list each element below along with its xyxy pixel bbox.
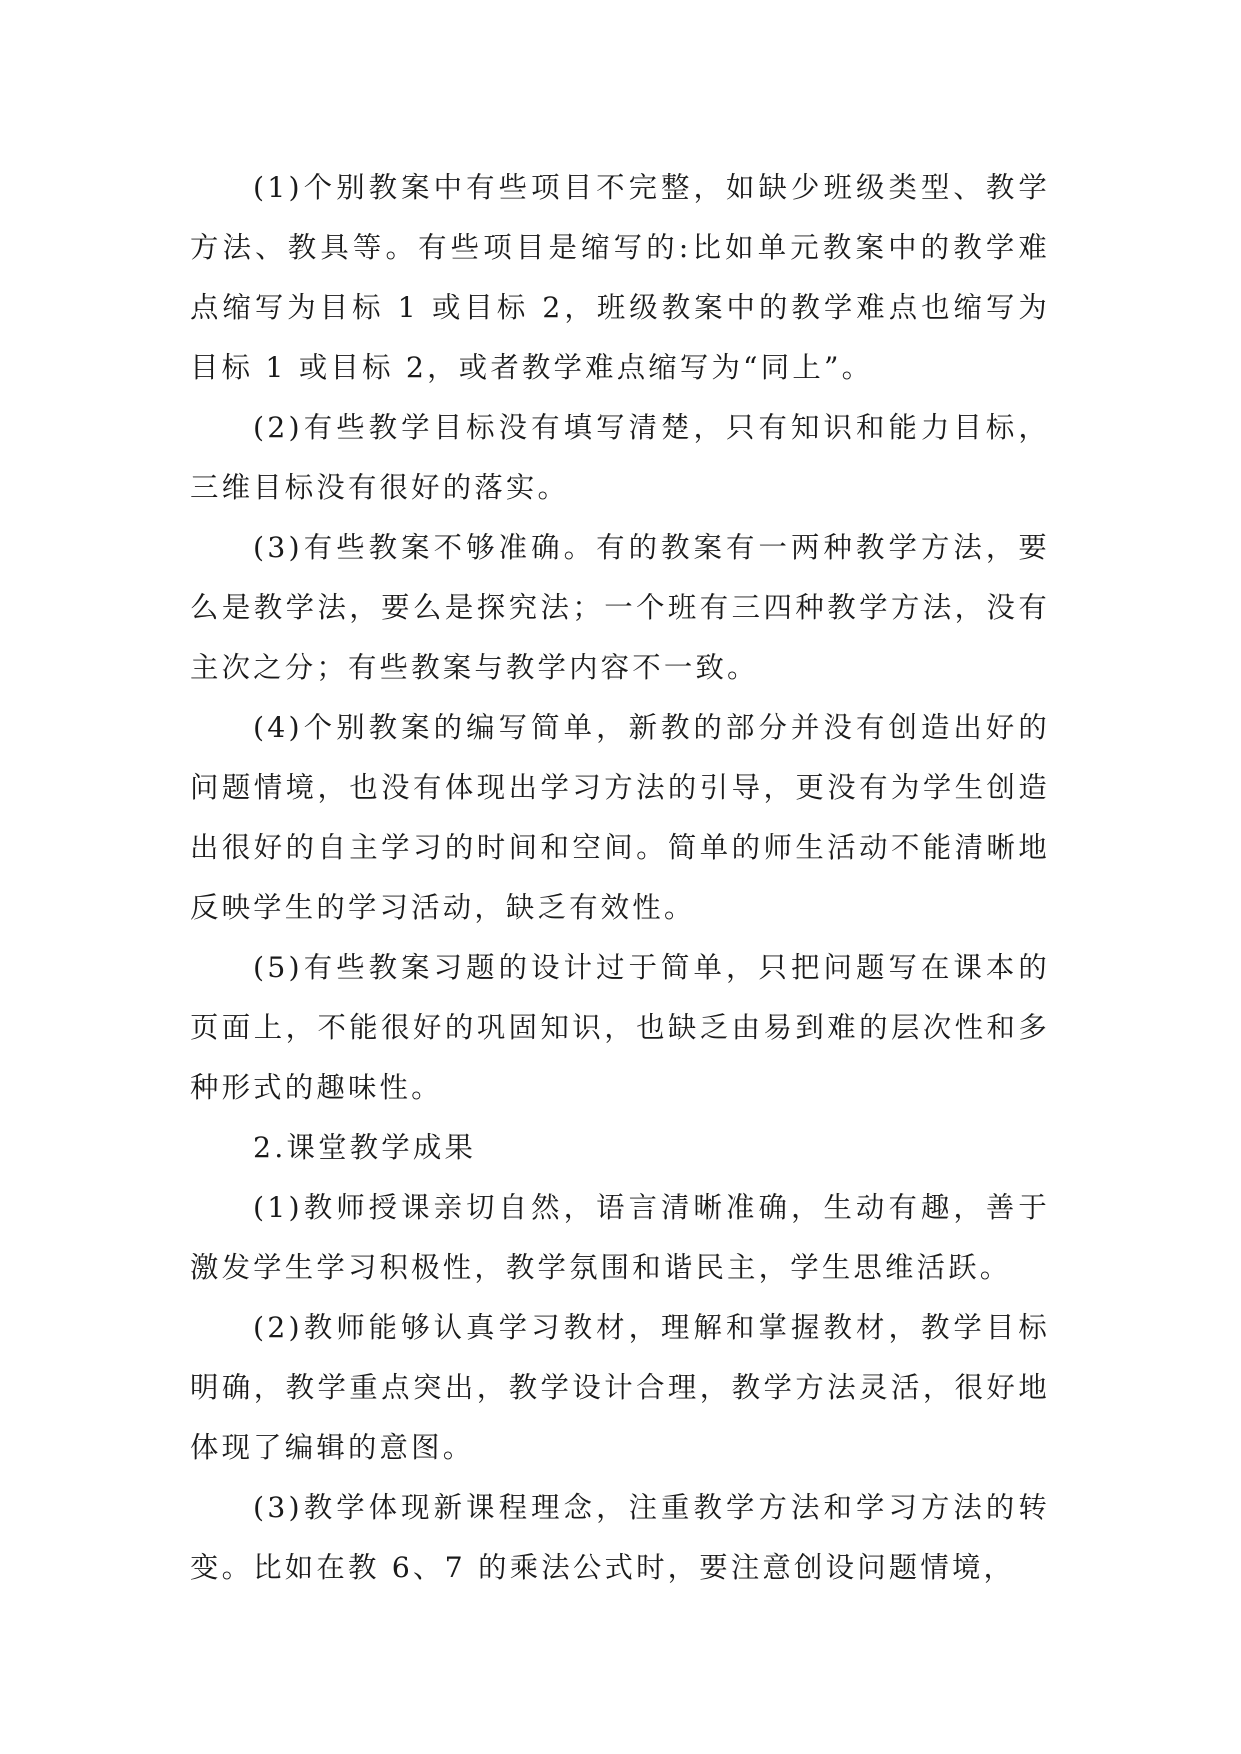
section-paragraph-2: (2)教师能够认真学习教材，理解和掌握教材，教学目标明确，教学重点突出，教学设计合理，教学方法灵活，很好地体现了编辑的意图。 (190, 1311, 1050, 1464)
document-body (190, 158, 1050, 1598)
section-paragraph-1: (1)教师授课亲切自然，语言清晰准确，生动有趣，善于激发学生学习积极性，教学氛围和谐民主，学生思维活跃。 (190, 1191, 1050, 1284)
section-heading: 2.课堂教学成果 (253, 1131, 477, 1164)
paragraph-3: (3)有些教案不够准确。有的教案有一两种教学方法，要么是教学法，要么是探究法；一个班有三四种教学方法，没有主次之分；有些教案与教学内容不一致。 (190, 531, 1050, 684)
paragraph-2: (2)有些教学目标没有填写清楚，只有知识和能力目标，三维目标没有很好的落实。 (190, 411, 1050, 504)
paragraph-4: (4)个别教案的编写简单，新教的部分并没有创造出好的问题情境，也没有体现出学习方法的引导，更没有为学生创造出很好的自主学习的时间和空间。简单的师生活动不能清晰地反映学生的学习活动，缺乏有效性。 (190, 711, 1050, 924)
section-paragraph-3: (3)教学体现新课程理念，注重教学方法和学习方法的转变。比如在教 6、7 的乘法公式时，要注意创设问题情境， (190, 1491, 1050, 1584)
paragraph-1: (1)个别教案中有些项目不完整，如缺少班级类型、教学方法、教具等。有些项目是缩写的:比如单元教案中的教学难点缩写为目标 1 或目标 2，班级教案中的教学难点也缩写为目标 1 或目标 2，或者教学难点缩写为“同上”。 (190, 171, 1050, 384)
paragraph-5: (5)有些教案习题的设计过于简单，只把问题写在课本的页面上，不能很好的巩固知识，也缺乏由易到难的层次性和多种形式的趣味性。 (190, 951, 1050, 1104)
